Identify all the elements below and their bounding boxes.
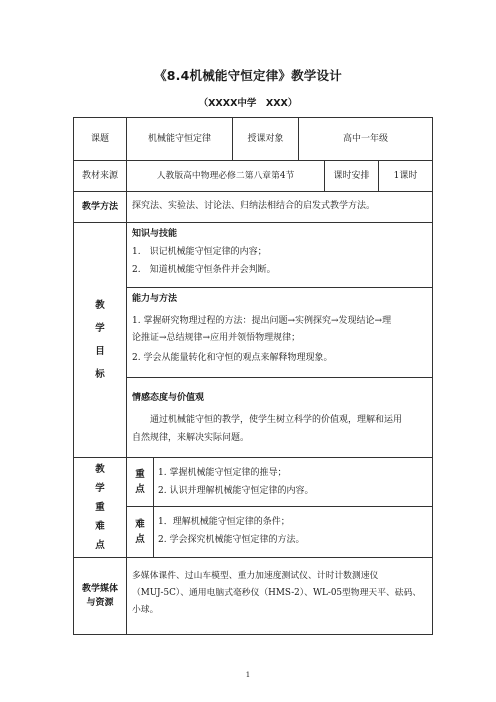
ability-heading: 能力与方法: [132, 294, 178, 304]
table-rule: [126, 506, 433, 507]
table-border-right: [432, 117, 433, 635]
schedule-label: 课时安排: [333, 171, 370, 181]
list-item: 1. 掌握机械能守恒定律的推导；: [158, 468, 287, 478]
course-value: 机械能守恒定律: [147, 134, 211, 144]
media-section: [132, 568, 430, 630]
material-label: 教材来源: [81, 171, 118, 181]
material-value: 人教版高中物理必修二第八章第4节: [156, 171, 295, 181]
list-item: （MUJ-5C）、通用电脑式毫秒仪（HMS-2）、WL-05型物理天平、砝码、: [132, 588, 422, 598]
document-subtitle: （XXXX中学 XXX）: [198, 98, 298, 109]
list-item: 1. 识记机械能守恒定律的内容；: [132, 247, 267, 257]
table-rule: [153, 457, 154, 557]
table-rule: [73, 191, 433, 192]
attitude-heading: 情感态度与价值观: [132, 393, 205, 403]
important-label: 重 点: [135, 468, 145, 495]
list-item: 论推证→总结规律→应用并领悟物理规律；: [132, 333, 301, 343]
goals-label: 教 学 目 标: [95, 299, 105, 380]
list-item: 1．理解机械能守恒定律的条件；: [158, 517, 290, 527]
media-label: 教学媒体 与资源: [81, 584, 118, 608]
knowledge-section: [132, 227, 430, 285]
list-item: 通过机械能守恒的教学，使学生树立科学的价值观，理解和运用: [150, 415, 403, 425]
table-rule: [126, 377, 433, 378]
table-rule: [126, 117, 127, 635]
course-label: 课题: [90, 134, 109, 144]
ability-section: [132, 292, 430, 376]
methods-value: 探究法、实验法、讨论法、归纳法相结合的启发式教学方法。: [132, 201, 376, 211]
important-section: [158, 466, 430, 506]
page-number: 1: [245, 671, 251, 679]
difficult-label: 难 点: [135, 518, 145, 545]
knowledge-heading: 知识与技能: [132, 229, 178, 239]
list-item: 小球。: [132, 605, 159, 615]
audience-value: 高中一年级: [342, 134, 388, 144]
difficult-section: [158, 515, 430, 555]
list-item: 2. 学会从能量转化和守恒的观点来解释物理现象。: [132, 353, 333, 363]
table-rule: [73, 222, 433, 223]
attitude-section: [132, 391, 430, 455]
audience-label: 授课对象: [247, 134, 284, 144]
table-border-bottom: [73, 634, 433, 635]
document-title: 《8.4机械能守恒定律》教学设计: [154, 68, 342, 83]
list-item: 2. 认识并理解机械能守恒定律的内容。: [158, 486, 314, 496]
list-item: 自然规律，来解决实际问题。: [132, 433, 250, 443]
list-item: 多媒体课件、过山车模型、重力加速度测试仪、计时计数测速仪: [132, 571, 379, 581]
schedule-value: 1课时: [393, 171, 418, 181]
list-item: 2. 学会探究机械能守恒定律的方法。: [158, 535, 305, 545]
methods-label: 教学方法: [81, 202, 118, 212]
table-rule: [126, 287, 433, 288]
keypoints-label: 教 学 重 难 点: [95, 463, 105, 551]
list-item: 1. 掌握研究物理过程的方法：提出问题→实例探究→发现结论→理: [132, 316, 392, 326]
table-rule: [73, 557, 433, 558]
list-item: 2. 知道机械能守恒条件并会判断。: [132, 265, 276, 275]
